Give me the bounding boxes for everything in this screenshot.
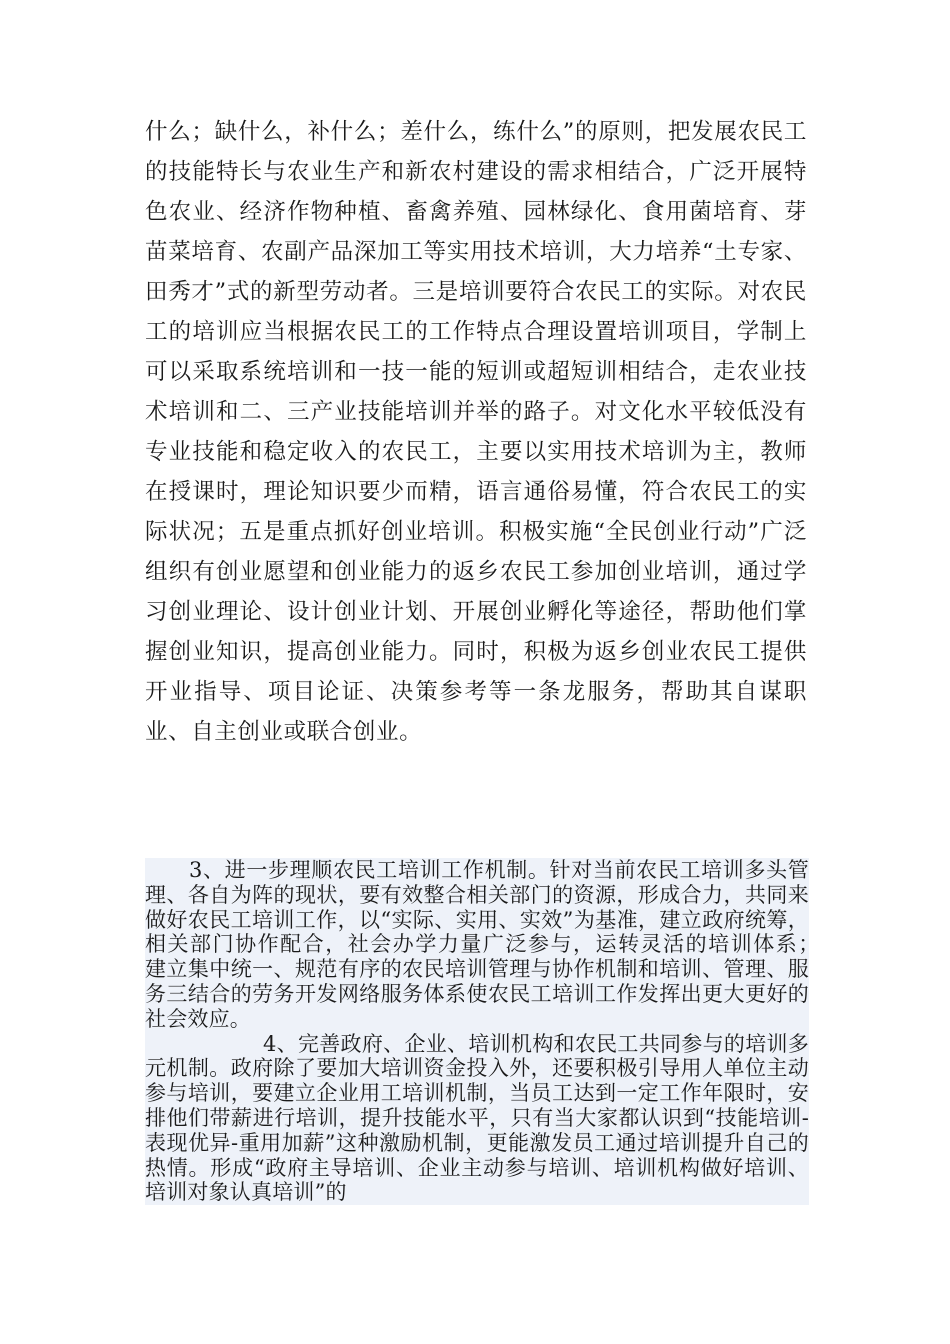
highlighted-section (145, 858, 831, 1205)
paragraph-item-3: 3、进一步理顺农民工培训工作机制。针对当前农民工培训多头管理、各自为阵的现状，要有效整合相关部门的资源，形成合力，共同来做好农民工培训工作，以“实际、实用、实效”为基准，建立政府统筹，相关部门协作配合，社会办学力量广泛参与，运转灵活的培训体系； 建立集中统一、规范有序的农民培训管理与协作机制和培训、管理、服务三结合的劳务开发网络服务体系使农民工培训工作发挥出更大更好的社会效应。 (145, 858, 831, 1031)
body-paragraph: 什么；缺什么，补什么；差什么，练什么”的原则，把发展农民工的技能特长与农业生产和新农村建设的需求相结合，广泛开展特色农业、经济作物种植、畜禽养殖、园林绿化、食用菌培育、芽苗菜培育、农副产品深加工等实用技术培训，大力培养“土专家、田秀才”式的新型劳动者。三是培训要符合农民工的实际。对农民工的培训应当根据农民工的工作特点合理设置培训项目，学制上可以采取系统培训和一技一能的短训或超短训相结合，走农业技术培训和二、三产业技能培训并举的路子。对文化水平较低没有专业技能和稳定收入的农民工，主要以实用技术培训为主，教师在授课时，理论知识要少而精，语言通俗易懂，符合农民工的实际状况；五是重点抓好创业培训。积极实施“全民创业行动”广泛组织有创业愿望和创业能力的返乡农民工参加创业培训，通过学习创业理论、设计创业计划、开展创业孵化等途径，帮助他们掌握创业知识，提高创业能力。同时，积极为返乡创业农民工提供开业指导、项目论证、决策参考等一条龙服务，帮助其自谋职业、自主创业或联合创业。 (145, 119, 807, 745)
paragraph-item-4: 4、完善政府、企业、培训机构和农民工共同参与的培训多元机制。政府除了要加大培训资金投入外，还要积极引导用人单位主动参与培训，要建立企业用工培训机制，当员工达到一定工作年限时，安排他们带薪进行培训，提升技能水平，只有当大家都认识到“技能培训-表现优异-重用加薪”这种激励机制，更能激发员工通过培训提升自己的热情。形成“政府主导培训、企业主动参与培训、培训机构做好培训、培训对象认真培训”的 (145, 1031, 809, 1205)
